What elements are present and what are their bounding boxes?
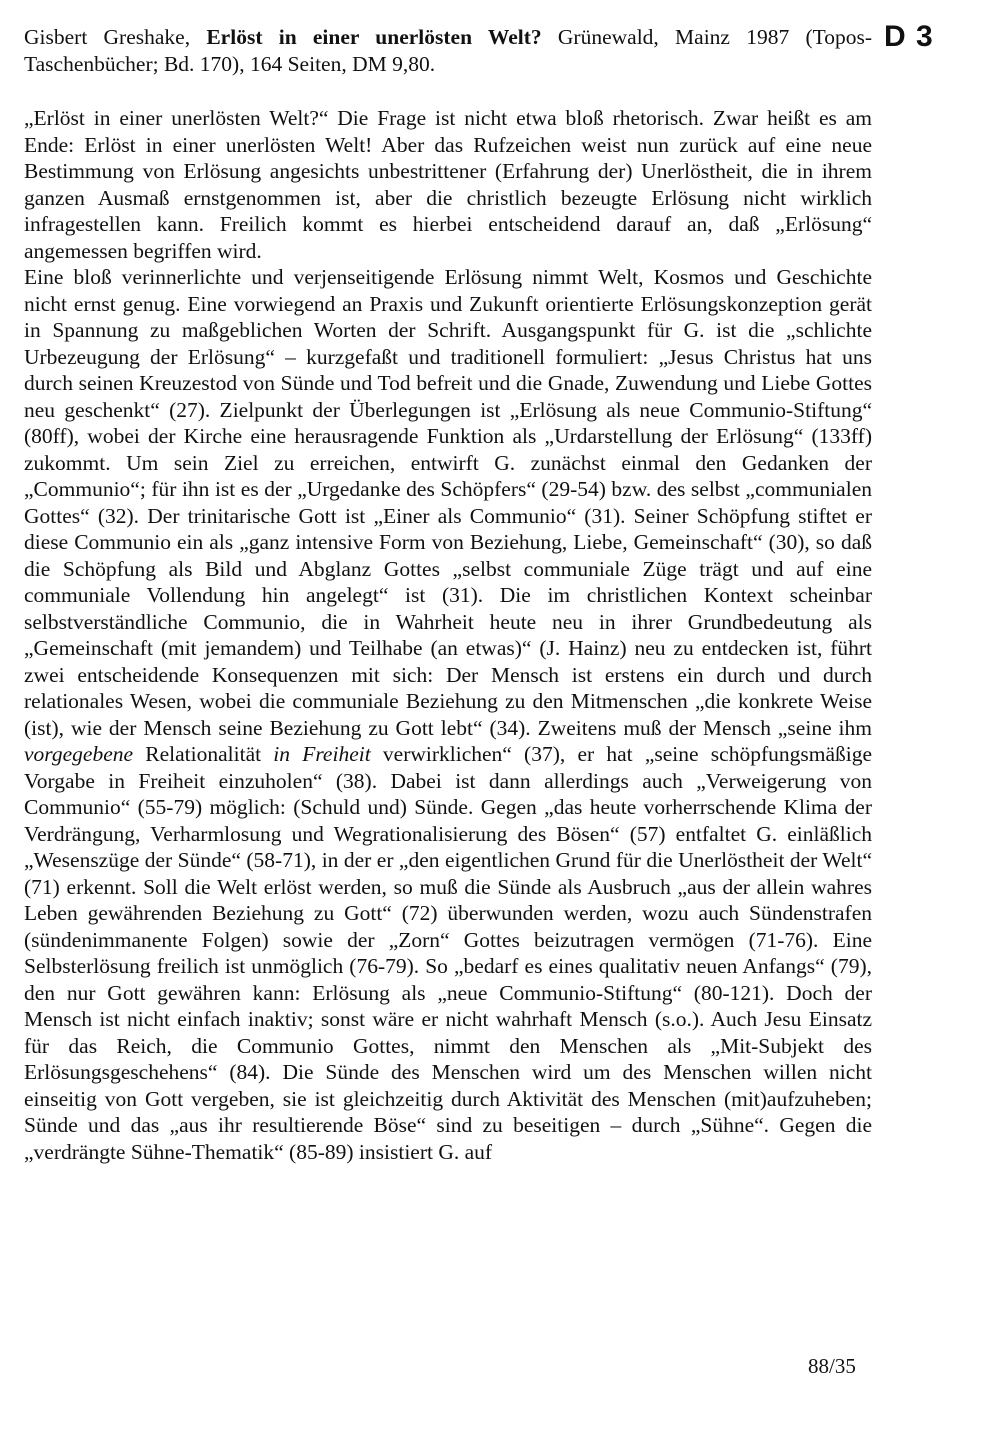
bibliographic-header	[24, 24, 872, 77]
section-label: D 3	[884, 20, 934, 53]
review-body	[24, 105, 872, 1165]
book-title: Erlöst in einer unerlösten Welt?	[206, 25, 542, 49]
italic-vorgegebene: vorgegebene	[24, 742, 134, 766]
page-number: 88/35	[808, 1354, 856, 1378]
paragraph-1: „Erlöst in einer unerlösten Welt?“ Die Frage ist nicht etwa bloß rhetorisch. Zwar heißt es am Ende: Erlöst in einer unerlösten Welt! Aber das Rufzeichen weist nun zurück auf eine neue Bestimmung von Erlösung angesichts unbestrittener (Erfahrung der) Unerlöstheit, die in ihrem ganzen Ausmaß ernstgenommen ist, aber die christlich bezeugte Erlösung nicht wirklich infragestellen kann. Freilich kommt es hierbei entscheidend darauf an, daß „Erlösung“ angemessen begriffen wird.	[24, 106, 872, 263]
paragraph-2	[24, 264, 872, 1165]
italic-in-freiheit: in Freiheit	[273, 742, 371, 766]
review-page	[24, 24, 872, 1165]
paragraph-2-part-1: Eine bloß verinnerlichte und verjenseitigende Erlösung nimmt Welt, Kosmos und Geschichte nicht ernst genug. Eine vorwiegend an Praxis und Zukunft orientierte Erlösungskonzeption gerät in Spannung zu maßgeblichen Worten der Schrift. Ausgangspunkt für G. ist die „schlichte Urbezeugung der Erlösung“ – kurzgefaßt und traditionell formuliert: „Jesus Christus hat uns durch seinen Kreuzestod von Sünde und Tod befreit und die Gnade, Zuwendung und Liebe Gottes neu geschenkt“ (27). Zielpunkt der Überlegungen ist „Erlösung als neue Communio-Stiftung“ (80ff), wobei der Kirche eine herausragende Funktion als „Urdarstellung der Erlösung“ (133ff) zukommt. Um sein Ziel zu erreichen, entwirft G. zunächst einmal den Gedanken der „Communio“; für ihn ist es der „Urgedanke des Schöpfers“ (29-54) bzw. des selbst „communialen Gottes“ (32). Der trinitarische Gott ist „Einer als Communio“ (31). Seiner Schöpfung stiftet er diese Communio ein als „ganz intensive Form von Beziehung, Liebe, Gemeinschaft“ (30), so daß die Schöpfung als Bild und Abglanz Gottes „selbst communiale Züge trägt und auf eine communiale Vollendung hin angelegt“ ist (31). Die im christlichen Kontext scheinbar selbstverständliche Communio, die in Wahrheit heute neu in ihrer Grundbedeutung als „Gemeinschaft (mit jemandem) und Teilhabe (an etwas)“ (J. Hainz) neu zu entdecken ist, führt zwei entscheidende Konsequenzen mit sich: Der Mensch ist erstens ein durch und durch relationales Wesen, wobei die communiale Beziehung zu den Mitmenschen „die konkrete Weise (ist), wie der Mensch seine Beziehung zu Gott lebt“ (34). Zweitens muß der Mensch „seine ihm	[24, 265, 872, 740]
publication-details: Grünewald, Mainz 1987 (Topos-Taschenbücher; Bd. 170), 164 Seiten, DM 9,80.	[24, 25, 873, 76]
paragraph-2-part-3: verwirklichen“ (37), er hat „seine schöpfungsmäßige Vorgabe in Freiheit einzuholen“ (38). Dabei ist dann allerdings auch „Verweigerung von Communio“ (55-79) möglich: (Schuld und) Sünde. Gegen „das heute vorherrschende Klima der Verdrängung, Verharmlosung und Wegrationalisierung des Bösen“ (57) entfaltet G. einläßlich „Wesenszüge der Sünde“ (58-71), in der er „den eigentlichen Grund für die Unerlöstheit der Welt“ (71) erkennt. Soll die Welt erlöst werden, so muß die Sünde als Ausbruch „aus der allein wahres Leben gewährenden Beziehung zu Gott“ (72) überwunden werden, wozu auch Sündenstrafen (sündenimmanente Folgen) sowie der „Zorn“ Gottes beizutragen vermögen (71-76). Eine Selbsterlösung freilich ist unmöglich (76-79). So „bedarf es eines qualitativ neuen Anfangs“ (79), den nur Gott gewähren kann: Erlösung als „neue Communio-Stiftung“ (80-121). Doch der Mensch ist nicht einfach inaktiv; sonst wäre er nicht wahrhaft Mensch (s.o.). Auch Jesu Einsatz für das Reich, die Communio Gottes, nimmt den Menschen als „Mit-Subjekt des Erlösungsgeschehens“ (84). Die Sünde des Menschen wird um des Menschen willen nicht einseitig von Gott vergeben, sie ist gleichzeitig durch Aktivität des Menschen (mit)aufzuheben; Sünde und das „aus ihr resultierende Böse“ sind zu beseitigen – durch „Sühne“. Gegen die „verdrängte Sühne-Thematik“ (85-89) insistiert G. auf	[24, 742, 873, 1164]
author-name: Gisbert Greshake,	[24, 25, 191, 49]
paragraph-2-part-2: Relationalität	[133, 742, 274, 766]
